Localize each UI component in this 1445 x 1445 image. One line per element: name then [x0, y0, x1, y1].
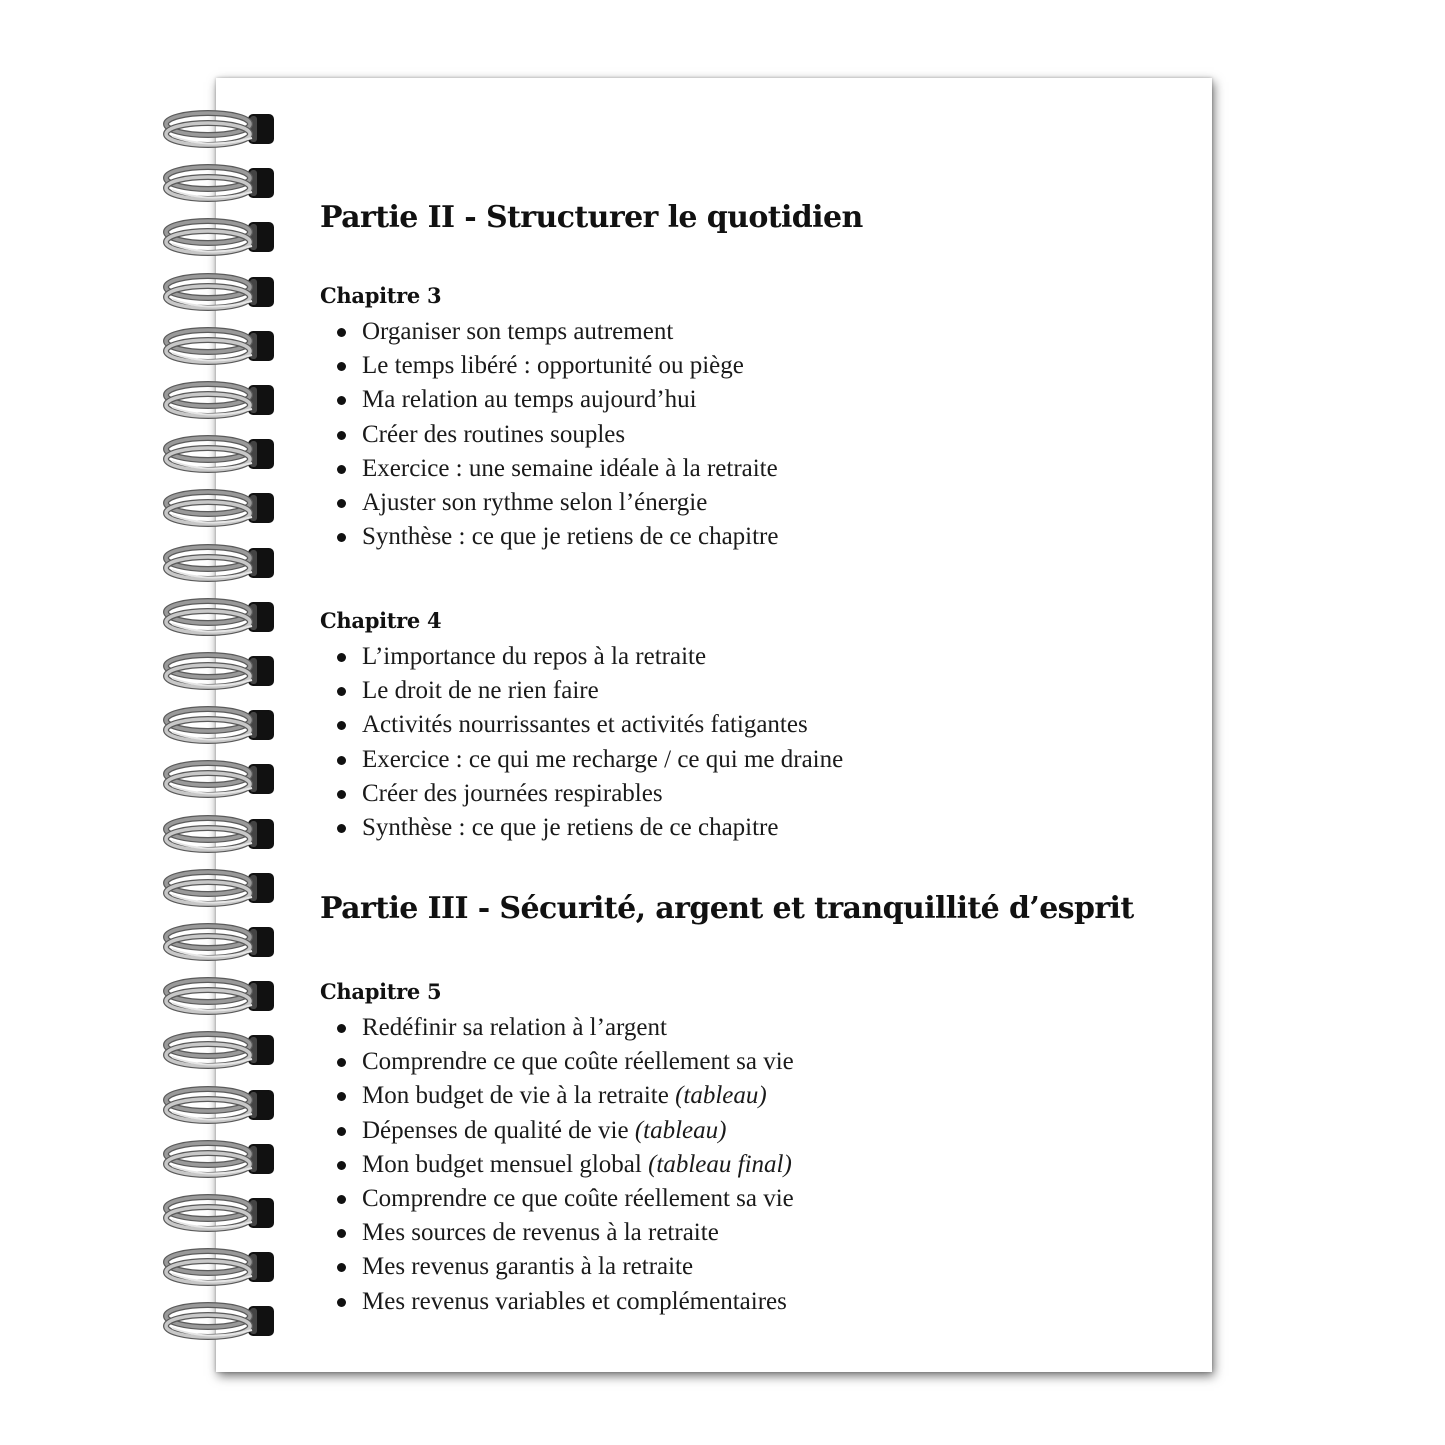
spiral-ring-icon: [162, 1086, 277, 1128]
bullet-icon: [337, 362, 346, 371]
list-item: [320, 486, 1180, 520]
list-item: [320, 1011, 1180, 1045]
spiral-ring-icon: [162, 923, 277, 965]
item-text: Synthèse : ce que je retiens de ce chapitre: [362, 813, 779, 841]
item-text: Comprendre ce que coûte réellement sa vie: [362, 1048, 794, 1076]
spiral-ring-icon: [162, 760, 277, 802]
list-item: [320, 708, 1180, 742]
part-title: Partie II - Structurer le quotidien: [320, 200, 863, 235]
list-item: [320, 1250, 1180, 1284]
item-text: Mon budget de vie à la retraite: [362, 1082, 669, 1110]
bullet-icon: [337, 431, 346, 440]
item-text: Ma relation au temps aujourd’hui: [362, 386, 697, 414]
bullet-icon: [337, 1229, 346, 1238]
spiral-ring-icon: [162, 1302, 277, 1344]
item-text: Organiser son temps autrement: [362, 318, 674, 345]
item-note: (tableau final): [648, 1150, 792, 1178]
spiral-ring-icon: [162, 706, 277, 748]
item-text: Mes sources de revenus à la retraite: [362, 1219, 719, 1247]
bullet-icon: [337, 396, 346, 405]
spiral-ring-icon: [162, 1248, 277, 1290]
spiral-ring-icon: [162, 598, 277, 640]
item-text: Mon budget mensuel global: [362, 1150, 642, 1178]
list-item: [320, 1114, 1180, 1148]
item-text: Mes revenus garantis à la retraite: [362, 1253, 694, 1281]
item-text: L’importance du repos à la retraite: [362, 643, 707, 670]
bullet-icon: [337, 653, 346, 662]
spiral-ring-icon: [162, 164, 277, 206]
spiral-ring-icon: [162, 815, 277, 857]
list-item: [320, 452, 1180, 486]
bullet-icon: [337, 687, 346, 696]
bullet-icon: [337, 756, 346, 765]
bullet-icon: [337, 1298, 346, 1307]
item-text: Dépenses de qualité de vie: [362, 1116, 629, 1144]
bullet-icon: [337, 533, 346, 542]
chapter-title: Chapitre 3: [320, 283, 442, 308]
item-text: Créer des journées respirables: [362, 779, 663, 807]
bullet-icon: [337, 824, 346, 833]
item-text: Le temps libéré : opportunité ou piège: [362, 352, 744, 380]
item-note: (tableau): [634, 1116, 727, 1144]
chapter-title: Chapitre 5: [320, 979, 442, 1004]
item-text: Créer des routines souples: [362, 420, 626, 448]
list-item: [320, 315, 1180, 349]
list-item: [320, 777, 1180, 811]
chapter-item-list: [320, 640, 1180, 845]
bullet-icon: [337, 1092, 346, 1101]
spiral-ring-icon: [162, 327, 277, 369]
bullet-icon: [337, 1058, 346, 1067]
list-item: [320, 1182, 1180, 1216]
spiral-ring-icon: [162, 652, 277, 694]
item-text: Activités nourrissantes et activités fatigantes: [362, 711, 808, 739]
bullet-icon: [337, 790, 346, 799]
spiral-binding: [162, 110, 282, 1350]
bullet-icon: [337, 1195, 346, 1204]
chapter-title: Chapitre 4: [320, 608, 442, 633]
chapter-section: [320, 606, 1180, 845]
table-of-contents: [320, 0, 1180, 1445]
spiral-ring-icon: [162, 435, 277, 477]
list-item: [320, 418, 1180, 452]
list-item: [320, 349, 1180, 383]
chapter-section: [320, 977, 1180, 1319]
bullet-icon: [337, 499, 346, 508]
spiral-ring-icon: [162, 544, 277, 586]
bullet-icon: [337, 1161, 346, 1170]
spiral-ring-icon: [162, 977, 277, 1019]
item-text: Redéfinir sa relation à l’argent: [362, 1014, 667, 1041]
item-text: Exercice : ce qui me recharge / ce qui me draine: [362, 745, 844, 773]
spiral-ring-icon: [162, 273, 277, 315]
list-item: [320, 1079, 1180, 1113]
item-text: Comprendre ce que coûte réellement sa vie: [362, 1184, 794, 1212]
spiral-ring-icon: [162, 1031, 277, 1073]
list-item: [320, 1148, 1180, 1182]
item-text: Exercice : une semaine idéale à la retraite: [362, 454, 778, 482]
bullet-icon: [337, 328, 346, 337]
list-item: [320, 383, 1180, 417]
bullet-icon: [337, 1127, 346, 1136]
bullet-icon: [337, 1263, 346, 1272]
bullet-icon: [337, 721, 346, 730]
spiral-ring-icon: [162, 218, 277, 260]
list-item: [320, 640, 1180, 674]
spiral-ring-icon: [162, 1194, 277, 1236]
spiral-ring-icon: [162, 489, 277, 531]
list-item: [320, 1216, 1180, 1250]
part-title: Partie III - Sécurité, argent et tranquillité d’esprit: [320, 891, 1134, 926]
list-item: [320, 1285, 1180, 1319]
bullet-icon: [337, 1024, 346, 1033]
chapter-section: [320, 281, 1180, 554]
list-item: [320, 811, 1180, 845]
spiral-ring-icon: [162, 869, 277, 911]
bullet-icon: [337, 465, 346, 474]
spiral-ring-icon: [162, 381, 277, 423]
chapter-item-list: [320, 1011, 1180, 1319]
list-item: [320, 1045, 1180, 1079]
item-text: Le droit de ne rien faire: [362, 677, 599, 705]
item-text: Mes revenus variables et complémentaires: [362, 1287, 787, 1315]
chapter-item-list: [320, 315, 1180, 554]
spiral-ring-icon: [162, 1140, 277, 1182]
list-item: [320, 743, 1180, 777]
list-item: [320, 674, 1180, 708]
spiral-ring-icon: [162, 110, 277, 152]
list-item: [320, 520, 1180, 554]
item-text: Synthèse : ce que je retiens de ce chapitre: [362, 523, 779, 551]
item-text: Ajuster son rythme selon l’énergie: [362, 488, 708, 516]
item-note: (tableau): [675, 1082, 767, 1110]
